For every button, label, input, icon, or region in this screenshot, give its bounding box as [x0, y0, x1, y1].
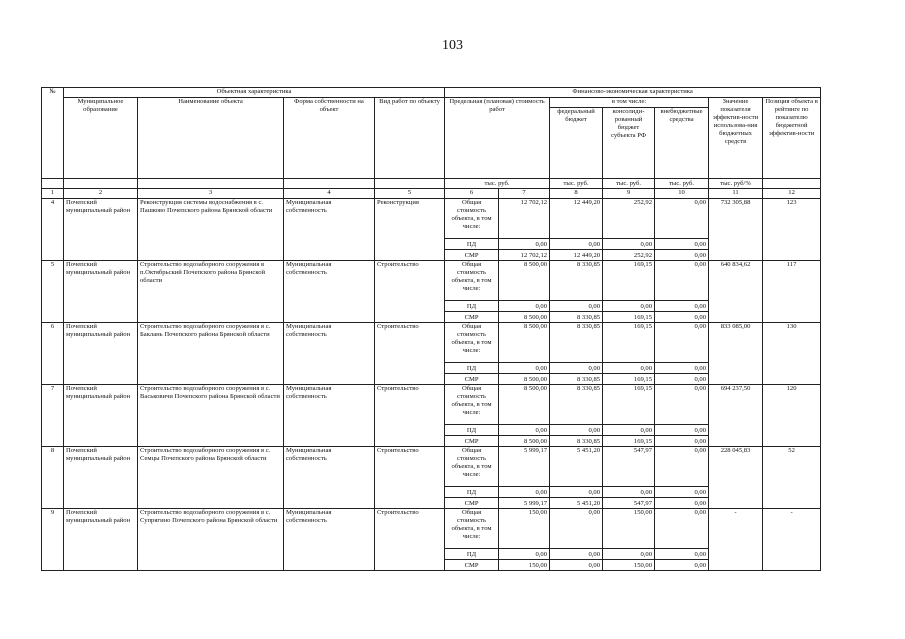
- row-object-name: Строительство водозаборного сооружения в с. Семцы Почепского района Брянской области: [138, 447, 284, 509]
- table-row: [42, 199, 821, 239]
- row-ownership: Муниципальная собственность: [284, 323, 375, 385]
- row-total-consolidated: 169,15: [603, 261, 655, 301]
- row-total-federal: 8 330,85: [550, 261, 603, 301]
- row-municipality: Почепский муниципальный район: [64, 447, 138, 509]
- row-municipality: Почепский муниципальный район: [64, 199, 138, 261]
- row-object-name: Строительство водозаборного сооружения в с. Супрягино Почепского района Брянской области: [138, 509, 284, 571]
- column-number: 12: [763, 189, 821, 199]
- column-number: 6: [445, 189, 499, 199]
- row-pd-cost: 0,00: [499, 239, 550, 250]
- row-smr-federal: 8 330,85: [550, 436, 603, 447]
- header-rating: Позиция объекта в рейтинге по показателю бюджетной эффектив-ности: [763, 98, 821, 179]
- row-smr-federal: 0,00: [550, 560, 603, 571]
- row-pd-extrabudget: 0,00: [655, 239, 709, 250]
- row-efficiency: 833 085,00: [709, 323, 763, 385]
- row-ownership: Муниципальная собственность: [284, 509, 375, 571]
- row-ownership: Муниципальная собственность: [284, 199, 375, 261]
- row-label-pd: ПД: [445, 301, 499, 312]
- row-rating: 123: [763, 199, 821, 261]
- row-label-smr: СМР: [445, 498, 499, 509]
- row-total-federal: 12 449,20: [550, 199, 603, 239]
- unit-consolidated: тыс. руб.: [603, 179, 655, 189]
- row-label-pd: ПД: [445, 363, 499, 374]
- row-work-type: Строительство: [375, 261, 445, 323]
- row-total-cost: 8 500,00: [499, 261, 550, 301]
- row-pd-consolidated: 0,00: [603, 363, 655, 374]
- row-pd-cost: 0,00: [499, 425, 550, 436]
- column-number: 5: [375, 189, 445, 199]
- row-smr-consolidated: 169,15: [603, 312, 655, 323]
- row-pd-consolidated: 0,00: [603, 487, 655, 498]
- row-number: 4: [42, 199, 64, 261]
- row-smr-consolidated: 169,15: [603, 374, 655, 385]
- column-numbers-row: [42, 189, 821, 199]
- row-label-total: Общая стоимость объекта, в том числе:: [445, 509, 499, 549]
- row-object-name: Строительство водозаборного сооружения в п.Октябрьский Почепского района Брянской области: [138, 261, 284, 323]
- header-no: №: [42, 88, 64, 179]
- row-rating: 130: [763, 323, 821, 385]
- header-extrabudget: внебюджетные средства: [655, 108, 709, 179]
- row-number: 9: [42, 509, 64, 571]
- header-ownership: Форма собственности на объект: [284, 98, 375, 179]
- row-ownership: Муниципальная собственность: [284, 447, 375, 509]
- row-pd-federal: 0,00: [550, 363, 603, 374]
- header-financial-characteristic: Финансово-экономическая характеристика: [445, 88, 821, 98]
- row-pd-federal: 0,00: [550, 549, 603, 560]
- row-label-smr: СМР: [445, 312, 499, 323]
- row-pd-consolidated: 0,00: [603, 301, 655, 312]
- column-number: 4: [284, 189, 375, 199]
- unit-federal: тыс. руб.: [550, 179, 603, 189]
- column-number: 11: [709, 189, 763, 199]
- row-municipality: Почепский муниципальный район: [64, 509, 138, 571]
- row-smr-federal: 8 330,85: [550, 312, 603, 323]
- row-efficiency: 694 237,50: [709, 385, 763, 447]
- row-total-extrabudget: 0,00: [655, 509, 709, 549]
- column-number: 8: [550, 189, 603, 199]
- header-planned-cost: Предельная (плановая) стоимость работ: [445, 98, 550, 179]
- row-municipality: Почепский муниципальный район: [64, 323, 138, 385]
- unit-extrabudget: тыс. руб.: [655, 179, 709, 189]
- row-object-name: Реконструкция системы водоснабжения в с. Пашково Почепского района Брянской области: [138, 199, 284, 261]
- row-pd-extrabudget: 0,00: [655, 549, 709, 560]
- row-total-cost: 5 999,17: [499, 447, 550, 487]
- unit-planned-cost: тыс. руб.: [445, 179, 550, 189]
- row-object-name: Строительство водозаборного сооружения в с. Васьковичи Почепского района Брянской области: [138, 385, 284, 447]
- row-pd-extrabudget: 0,00: [655, 301, 709, 312]
- column-number: 2: [64, 189, 138, 199]
- units-row: [42, 179, 821, 189]
- row-pd-cost: 0,00: [499, 363, 550, 374]
- row-smr-cost: 8 500,00: [499, 436, 550, 447]
- row-efficiency: 228 045,83: [709, 447, 763, 509]
- row-pd-extrabudget: 0,00: [655, 363, 709, 374]
- row-label-pd: ПД: [445, 425, 499, 436]
- row-smr-federal: 5 451,20: [550, 498, 603, 509]
- row-work-type: Строительство: [375, 323, 445, 385]
- row-label-smr: СМР: [445, 250, 499, 261]
- table-row: [42, 323, 821, 363]
- row-rating: 120: [763, 385, 821, 447]
- row-smr-consolidated: 547,97: [603, 498, 655, 509]
- row-ownership: Муниципальная собственность: [284, 261, 375, 323]
- row-total-cost: 12 702,12: [499, 199, 550, 239]
- column-number: 10: [655, 189, 709, 199]
- row-rating: -: [763, 509, 821, 571]
- row-total-cost: 150,00: [499, 509, 550, 549]
- header-row-2: [42, 98, 821, 108]
- row-total-consolidated: 169,15: [603, 323, 655, 363]
- row-work-type: Реконструкция: [375, 199, 445, 261]
- row-total-consolidated: 252,92: [603, 199, 655, 239]
- row-total-extrabudget: 0,00: [655, 199, 709, 239]
- row-pd-cost: 0,00: [499, 549, 550, 560]
- row-pd-cost: 0,00: [499, 487, 550, 498]
- header-object-name: Наименование объекта: [138, 98, 284, 179]
- row-smr-extrabudget: 0,00: [655, 436, 709, 447]
- row-municipality: Почепский муниципальный район: [64, 261, 138, 323]
- row-ownership: Муниципальная собственность: [284, 385, 375, 447]
- row-total-federal: 8 330,85: [550, 385, 603, 425]
- row-smr-cost: 150,00: [499, 560, 550, 571]
- header-consolidated: консолиди-рованный бюджет субъекта РФ: [603, 108, 655, 179]
- row-smr-consolidated: 252,92: [603, 250, 655, 261]
- row-pd-federal: 0,00: [550, 487, 603, 498]
- row-total-federal: 0,00: [550, 509, 603, 549]
- row-smr-cost: 8 500,00: [499, 374, 550, 385]
- row-label-total: Общая стоимость объекта, в том числе:: [445, 261, 499, 301]
- column-number: 7: [499, 189, 550, 199]
- page-number: 103: [442, 38, 463, 53]
- row-smr-federal: 12 449,20: [550, 250, 603, 261]
- row-smr-cost: 12 702,12: [499, 250, 550, 261]
- row-pd-federal: 0,00: [550, 239, 603, 250]
- row-total-extrabudget: 0,00: [655, 385, 709, 425]
- header-federal: федеральный бюджет: [550, 108, 603, 179]
- row-pd-federal: 0,00: [550, 301, 603, 312]
- row-smr-extrabudget: 0,00: [655, 498, 709, 509]
- row-label-total: Общая стоимость объекта, в том числе:: [445, 447, 499, 487]
- row-number: 7: [42, 385, 64, 447]
- row-total-federal: 5 451,20: [550, 447, 603, 487]
- row-object-name: Строительство водозаборного сооружения в с. Баклань Почепского района Брянской области: [138, 323, 284, 385]
- row-smr-consolidated: 150,00: [603, 560, 655, 571]
- table-row: [42, 447, 821, 487]
- row-label-total: Общая стоимость объекта, в том числе:: [445, 385, 499, 425]
- header-row-1: [42, 88, 821, 98]
- row-label-smr: СМР: [445, 436, 499, 447]
- row-municipality: Почепский муниципальный район: [64, 385, 138, 447]
- row-smr-extrabudget: 0,00: [655, 250, 709, 261]
- row-smr-extrabudget: 0,00: [655, 374, 709, 385]
- header-municipality: Муниципальное образование: [64, 98, 138, 179]
- row-label-pd: ПД: [445, 239, 499, 250]
- row-pd-federal: 0,00: [550, 425, 603, 436]
- row-label-smr: СМР: [445, 560, 499, 571]
- row-work-type: Строительство: [375, 385, 445, 447]
- column-number: 1: [42, 189, 64, 199]
- row-efficiency: -: [709, 509, 763, 571]
- row-label-total: Общая стоимость объекта, в том числе:: [445, 323, 499, 363]
- row-total-federal: 8 330,85: [550, 323, 603, 363]
- row-total-cost: 8 500,00: [499, 323, 550, 363]
- row-smr-federal: 8 330,85: [550, 374, 603, 385]
- row-work-type: Строительство: [375, 447, 445, 509]
- row-label-pd: ПД: [445, 487, 499, 498]
- header-efficiency: Значение показателя эффектив-ности использова-ния бюджетных средств: [709, 98, 763, 179]
- row-total-extrabudget: 0,00: [655, 447, 709, 487]
- column-number: 9: [603, 189, 655, 199]
- row-work-type: Строительство: [375, 509, 445, 571]
- row-smr-extrabudget: 0,00: [655, 560, 709, 571]
- row-rating: 52: [763, 447, 821, 509]
- row-rating: 117: [763, 261, 821, 323]
- table-row: [42, 509, 821, 549]
- investment-objects-table: [41, 87, 821, 571]
- row-total-extrabudget: 0,00: [655, 261, 709, 301]
- header-work-type: Вид работ по объекту: [375, 98, 445, 179]
- row-total-consolidated: 169,15: [603, 385, 655, 425]
- row-number: 6: [42, 323, 64, 385]
- row-total-cost: 8 500,00: [499, 385, 550, 425]
- row-efficiency: 640 834,62: [709, 261, 763, 323]
- row-efficiency: 732 305,88: [709, 199, 763, 261]
- column-number: 3: [138, 189, 284, 199]
- row-total-extrabudget: 0,00: [655, 323, 709, 363]
- unit-efficiency: тыс. руб/%: [709, 179, 763, 189]
- row-pd-consolidated: 0,00: [603, 549, 655, 560]
- row-pd-extrabudget: 0,00: [655, 425, 709, 436]
- row-smr-extrabudget: 0,00: [655, 312, 709, 323]
- row-total-consolidated: 547,97: [603, 447, 655, 487]
- header-including: в том числе:: [550, 98, 709, 108]
- row-pd-consolidated: 0,00: [603, 239, 655, 250]
- row-number: 8: [42, 447, 64, 509]
- row-smr-cost: 8 500,00: [499, 312, 550, 323]
- row-pd-consolidated: 0,00: [603, 425, 655, 436]
- row-number: 5: [42, 261, 64, 323]
- row-smr-cost: 5 999,17: [499, 498, 550, 509]
- row-total-consolidated: 150,00: [603, 509, 655, 549]
- row-smr-consolidated: 169,15: [603, 436, 655, 447]
- row-pd-extrabudget: 0,00: [655, 487, 709, 498]
- table-row: [42, 385, 821, 425]
- row-label-total: Общая стоимость объекта, в том числе:: [445, 199, 499, 239]
- row-label-pd: ПД: [445, 549, 499, 560]
- row-pd-cost: 0,00: [499, 301, 550, 312]
- header-object-characteristic: Объектная характеристика: [64, 88, 445, 98]
- table-row: [42, 261, 821, 301]
- row-label-smr: СМР: [445, 374, 499, 385]
